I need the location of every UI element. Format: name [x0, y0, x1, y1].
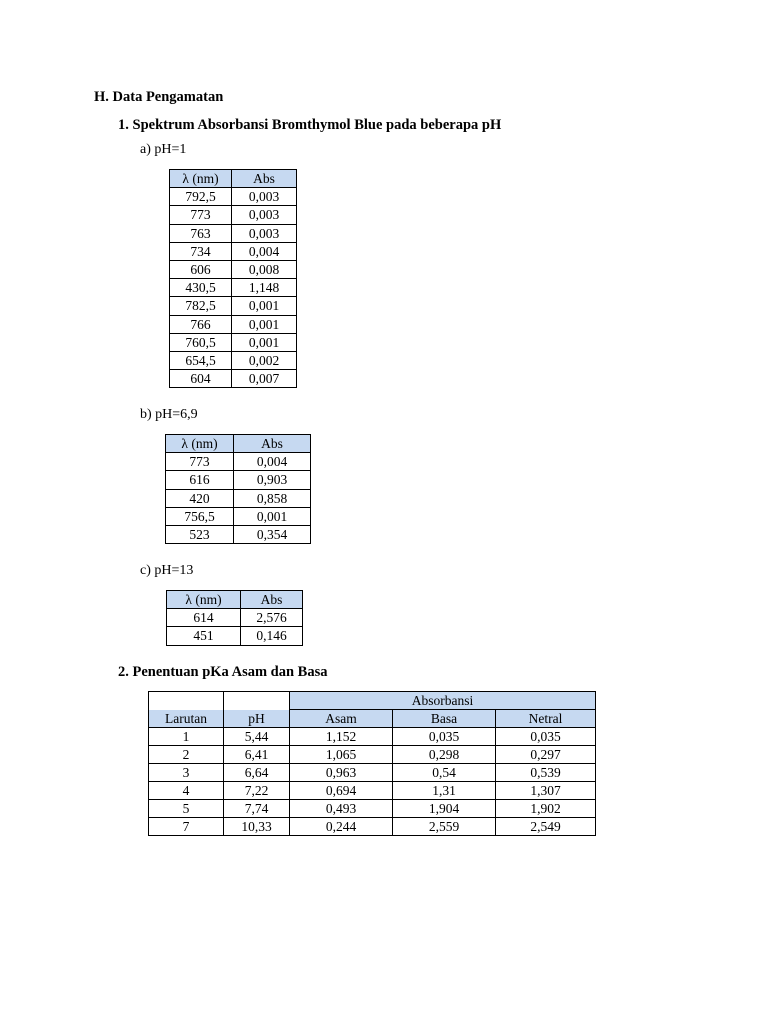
table-cell: 760,5	[170, 333, 232, 351]
table-cell: 0,004	[234, 453, 311, 471]
table-cell: 0,003	[232, 206, 297, 224]
table-cell: 430,5	[170, 279, 232, 297]
table-cell: 4	[149, 782, 224, 800]
table-cell: 0,963	[290, 764, 393, 782]
table-cell: 1,31	[393, 782, 496, 800]
table-cell: 1	[149, 728, 224, 746]
table-cell: 0,354	[234, 525, 311, 543]
column-header-abs: Abs	[234, 435, 311, 453]
column-header-ph: pH	[224, 710, 290, 728]
table-cell: 1,902	[496, 800, 596, 818]
column-header-wavelength: λ (nm)	[167, 591, 241, 609]
table-row	[170, 224, 297, 242]
table-cell: 6,41	[224, 746, 290, 764]
table-b-label: b) pH=6,9	[140, 407, 198, 422]
header-spacer-larutan	[149, 692, 224, 710]
table-cell: 792,5	[170, 188, 232, 206]
table-cell: 0,298	[393, 746, 496, 764]
group-header-absorbansi: Absorbansi	[290, 692, 596, 710]
spectrum-table-ph1	[169, 169, 297, 388]
table-cell: 1,307	[496, 782, 596, 800]
table-row	[166, 489, 311, 507]
table-cell: 0,539	[496, 764, 596, 782]
table-cell: 0,001	[232, 297, 297, 315]
table-row	[166, 507, 311, 525]
table-row	[149, 764, 596, 782]
table-cell: 0,54	[393, 764, 496, 782]
table-cell: 0,001	[232, 333, 297, 351]
table-cell: 0,297	[496, 746, 596, 764]
table-cell: 614	[167, 609, 241, 627]
table-cell: 0,035	[393, 728, 496, 746]
table-row	[166, 471, 311, 489]
table-row	[170, 351, 297, 369]
part1-title: 1. Spektrum Absorbansi Bromthymol Blue pada beberapa pH	[118, 117, 502, 133]
table-a-label: a) pH=1	[140, 142, 187, 157]
table-cell: 0,694	[290, 782, 393, 800]
table-cell: 2,576	[241, 609, 303, 627]
table-cell: 0,244	[290, 818, 393, 836]
table-cell: 0,858	[234, 489, 311, 507]
column-header-abs: Abs	[232, 170, 297, 188]
table-cell: 1,904	[393, 800, 496, 818]
table-cell: 1,148	[232, 279, 297, 297]
column-header-asam: Asam	[290, 710, 393, 728]
table-cell: 6,64	[224, 764, 290, 782]
table-cell: 734	[170, 242, 232, 260]
column-header-abs: Abs	[241, 591, 303, 609]
table-row	[170, 206, 297, 224]
column-header-wavelength: λ (nm)	[170, 170, 232, 188]
table-row	[166, 453, 311, 471]
table-row	[167, 627, 303, 645]
pka-table	[148, 691, 596, 836]
table-cell: 1,065	[290, 746, 393, 764]
table-cell: 5,44	[224, 728, 290, 746]
table-cell: 2	[149, 746, 224, 764]
table-cell: 0,903	[234, 471, 311, 489]
table-cell: 1,152	[290, 728, 393, 746]
table-row	[170, 242, 297, 260]
table-cell: 0,001	[232, 315, 297, 333]
header-spacer-ph	[224, 692, 290, 710]
table-cell: 0,007	[232, 370, 297, 388]
table-cell: 523	[166, 525, 234, 543]
table-cell: 7	[149, 818, 224, 836]
table-cell: 2,549	[496, 818, 596, 836]
table-cell: 606	[170, 260, 232, 278]
table-cell: 7,22	[224, 782, 290, 800]
table-row	[170, 333, 297, 351]
spectrum-table-ph6-9	[165, 434, 311, 544]
table-cell: 7,74	[224, 800, 290, 818]
table-cell: 2,559	[393, 818, 496, 836]
table-row	[149, 782, 596, 800]
table-cell: 0,035	[496, 728, 596, 746]
table-c-label: c) pH=13	[140, 563, 194, 578]
table-cell: 0,003	[232, 224, 297, 242]
table-cell: 0,008	[232, 260, 297, 278]
table-cell: 763	[170, 224, 232, 242]
table-row	[149, 800, 596, 818]
table-cell: 10,33	[224, 818, 290, 836]
table-cell: 756,5	[166, 507, 234, 525]
table-row	[167, 609, 303, 627]
table-cell: 5	[149, 800, 224, 818]
table-row	[166, 525, 311, 543]
column-header-netral: Netral	[496, 710, 596, 728]
column-header-basa: Basa	[393, 710, 496, 728]
table-row	[149, 728, 596, 746]
table-cell: 654,5	[170, 351, 232, 369]
table-cell: 0,001	[234, 507, 311, 525]
table-row	[170, 370, 297, 388]
table-cell: 782,5	[170, 297, 232, 315]
table-cell: 0,493	[290, 800, 393, 818]
part2-title: 2. Penentuan pKa Asam dan Basa	[118, 664, 328, 680]
table-cell: 773	[170, 206, 232, 224]
table-cell: 0,146	[241, 627, 303, 645]
table-row	[170, 260, 297, 278]
table-cell: 0,004	[232, 242, 297, 260]
table-row	[170, 188, 297, 206]
section-title: H. Data Pengamatan	[94, 89, 224, 105]
table-cell: 766	[170, 315, 232, 333]
table-cell: 773	[166, 453, 234, 471]
column-header-wavelength: λ (nm)	[166, 435, 234, 453]
table-cell: 420	[166, 489, 234, 507]
table-row	[170, 315, 297, 333]
table-cell: 0,003	[232, 188, 297, 206]
table-row	[149, 818, 596, 836]
table-row	[170, 297, 297, 315]
spectrum-table-ph13	[166, 590, 303, 646]
table-cell: 451	[167, 627, 241, 645]
table-cell: 0,002	[232, 351, 297, 369]
column-header-larutan: Larutan	[149, 710, 224, 728]
table-cell: 604	[170, 370, 232, 388]
table-row	[170, 279, 297, 297]
table-row	[149, 746, 596, 764]
table-cell: 616	[166, 471, 234, 489]
table-cell: 3	[149, 764, 224, 782]
